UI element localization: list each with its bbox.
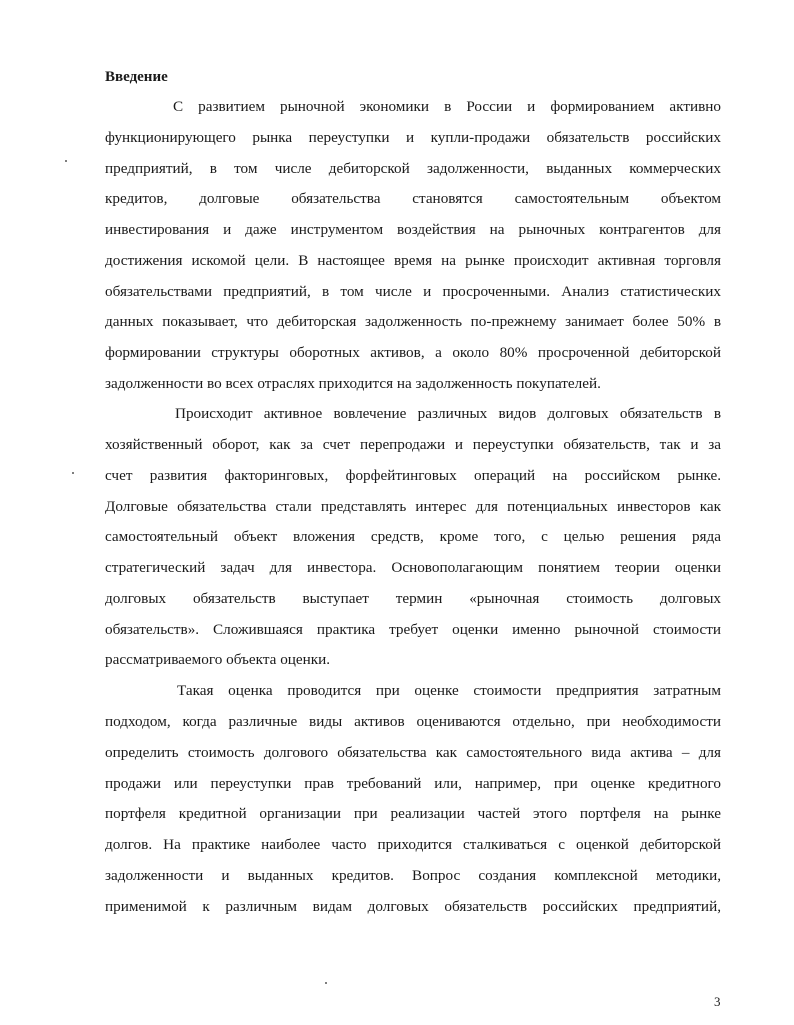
page-number: 3 — [714, 994, 721, 1009]
paragraph-2-line-4: Долговые обязательства стали представлять интерес для потенциальных инвесторов как — [105, 498, 721, 515]
paragraph-2-line-5: самостоятельный объект вложения средств, кроме того, с целью решения ряда — [105, 528, 721, 545]
paragraph-3-line-2: подходом, когда различные виды активов оцениваются отдельно, при необходимости — [105, 713, 721, 730]
scan-speck — [65, 160, 67, 162]
paragraph-1-line-2: функционирующего рынка переуступки и купли-продажи обязательств российских — [105, 129, 721, 146]
paragraph-3-line-3: определить стоимость долгового обязательства как самостоятельного вида актива – для — [105, 744, 721, 761]
paragraph-2-line-7: долговых обязательств выступает термин «рыночная стоимость долговых — [105, 590, 721, 607]
section-heading: Введение — [105, 69, 168, 85]
paragraph-1-line-7: обязательствами предприятий, в том числе и просроченными. Анализ статистических — [105, 283, 721, 300]
paragraph-2-line-3: счет развития факторинговых, форфейтинговых операций на российском рынке. — [105, 467, 721, 484]
paragraph-3-line-5: портфеля кредитной организации при реализации частей этого портфеля на рынке — [105, 805, 721, 822]
paragraph-1-line-10: задолженности во всех отраслях приходится на задолженность покупателей. — [105, 375, 601, 392]
paragraph-2-line-6: стратегический задач для инвестора. Основополагающим понятием теории оценки — [105, 559, 721, 576]
paragraph-3-line-4: продажи или переуступки прав требований или, например, при оценке кредитного — [105, 775, 721, 792]
paragraph-2-line-1: Происходит активное вовлечение различных видов долговых обязательств в — [175, 405, 721, 422]
paragraph-1-line-3: предприятий, в том числе дебиторской задолженности, выданных коммерческих — [105, 160, 721, 177]
paragraph-1-line-6: достижения искомой цели. В настоящее время на рынке происходит активная торговля — [105, 252, 721, 269]
paragraph-1-line-8: данных показывает, что дебиторская задолженность по-прежнему занимает более 50% в — [105, 313, 721, 330]
scan-speck — [72, 472, 74, 474]
paragraph-1-line-9: формировании структуры оборотных активов, а около 80% просроченной дебиторской — [105, 344, 721, 361]
paragraph-2-line-2: хозяйственный оборот, как за счет перепродажи и переуступки обязательств, так и за — [105, 436, 721, 453]
paragraph-3-line-1: Такая оценка проводится при оценке стоимости предприятия затратным — [177, 682, 721, 699]
paragraph-3-line-8: применимой к различным видам долговых обязательств российских предприятий, — [105, 898, 721, 915]
paragraph-1-line-5: инвестирования и даже инструментом воздействия на рыночных контрагентов для — [105, 221, 721, 238]
paragraph-1-line-4: кредитов, долговые обязательства становятся самостоятельным объектом — [105, 190, 721, 207]
paragraph-2-line-8: обязательств». Сложившаяся практика требует оценки именно рыночной стоимости — [105, 621, 721, 638]
paragraph-3-line-7: задолженности и выданных кредитов. Вопрос создания комплексной методики, — [105, 867, 721, 884]
paragraph-3-line-6: долгов. На практике наиболее часто приходится сталкиваться с оценкой дебиторской — [105, 836, 721, 853]
paragraph-2-line-9: рассматриваемого объекта оценки. — [105, 651, 331, 668]
paragraph-1-line-1: С развитием рыночной экономики в России и формированием активно — [173, 98, 721, 115]
scan-speck — [325, 982, 327, 984]
